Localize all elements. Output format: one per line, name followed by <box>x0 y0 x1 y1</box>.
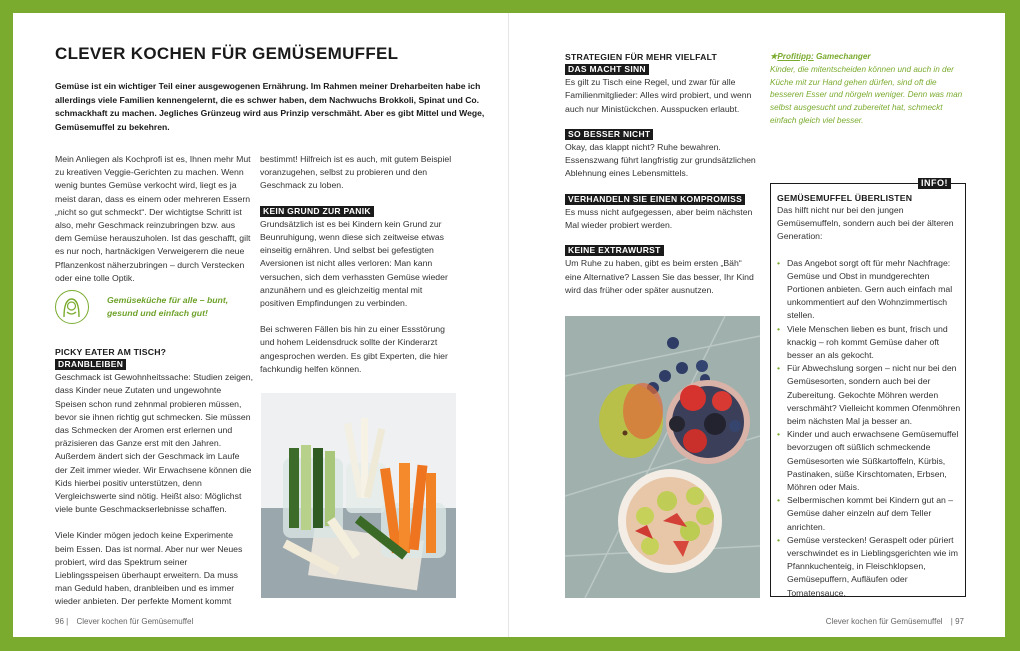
running-title: Clever kochen für Gemüsemuffel <box>76 617 194 626</box>
paragraph: Geschmack ist Gewohnheitssache: Studien zeigen, dass Kinder neue Zutaten und ungewohnte Speisen schon rund zehnmal probieren müssen, bevor sie ihnen richtig gut schmecken. Sie müssen das Schmecken der Aromen erst erlernen und präzisieren das Ganze erst mit den Jahren. Außerdem ändert sich der Geschmack im Laufe der Zeit immer wieder. Wir Erwachsene können die Kids hierbei positiv unterstützen, denn Vergleichswerte sind nötig. Heißt also: Möglichst viele bunte Geschmackserlebnisse schaffen. <box>55 372 253 515</box>
list-item: • Kinder und auch erwachsene Gemüsemuffel bevorzugen oft süßlich schmeckende Gemüsesorten wie Süßkartoffeln, Kürbis, Pastinaken, süße Kirschtomaten, Erbsen, Möhren oder Mais. <box>777 428 961 494</box>
page-number: 96 | <box>55 617 69 626</box>
info-box-title: GEMÜSEMUFFEL ÜBERLISTEN <box>777 193 913 203</box>
footer-right <box>826 617 964 626</box>
section-label: DRANBLEIBEN <box>55 359 126 370</box>
info-box-intro: Das hilft nicht nur bei den jungen Gemüsemuffeln, sondern auch bei der älteren Generation: <box>777 205 954 242</box>
left-column-2 <box>260 153 458 376</box>
info-box <box>770 178 966 598</box>
running-title: Clever kochen für Gemüsemuffel <box>825 617 943 626</box>
block-label: KEINE EXTRAWURST <box>565 245 664 256</box>
pro-tip-title: Gamechanger <box>813 52 871 61</box>
block-label: SO BESSER NICHT <box>565 129 653 140</box>
block-label: DAS MACHT SINN <box>565 64 649 75</box>
left-column-1 <box>55 153 252 285</box>
list-item: • Selbermischen kommt bei Kindern gut an – Gemüse daher einzeln auf dem Teller anrichten. <box>777 494 961 534</box>
vegetable-sticks-photo <box>261 393 456 598</box>
paragraph: Es muss nicht aufgegessen, aber beim nächsten Mal wieder probiert werden. <box>565 206 753 231</box>
paragraph: Um Ruhe zu haben, gibt es beim ersten „Bäh“ eine Alternative? Lassen Sie das besser, Ihr Kind wird das früher oder später ausnutzen. <box>565 258 754 295</box>
paragraph: Grundsätzlich ist es bei Kindern kein Grund zur Beunruhigung, wenn diese sich zeitweise etwas einseitig ernähren. Und selbst bei gefestigten Aversionen ist nicht alles verloren: Man kann versuchen, sich dem verhassten Gemüse wieder anzunähern und es gleichzeitig mental mit positiven Empfindungen zu verbinden. <box>260 218 448 309</box>
pro-tip-label: Profitipp: <box>777 52 814 61</box>
section-heading: PICKY EATER AM TISCH? <box>55 347 167 357</box>
chef-portrait-icon <box>55 290 89 324</box>
section-label: KEIN GRUND ZUR PANIK <box>260 206 374 217</box>
list-item: • Gemüse verstecken! Geraspelt oder püriert verschwindet es in Lieblingsgerichten wie im Pfannkuchenteig, in Fleischklopsen, Gemüsepuffern, Aufläufen oder Tomatensauce. <box>777 534 961 600</box>
paragraph: Okay, das klappt nicht? Ruhe bewahren. Essenszwang führt langfristig zur grundsätzlichen Ablehnung eines Lebensmittels. <box>565 142 756 179</box>
quote-callout <box>55 290 255 330</box>
left-column-1-section <box>55 346 253 609</box>
footer-left <box>55 617 193 626</box>
paragraph: Mein Anliegen als Kochprofi ist es, Ihnen mehr Mut zu kreativen Veggie-Gerichten zu machen. Wenn wenig buntes Gemüse verkocht wird, liegt es ja meist daran, dass es einem oder mehreren Essern „nicht so gut schmeckt“. Der wichtigtse Schritt ist also, mehr Geschmack reinzubringen bzw. aus dem Gemüse herauszuholen. Ist das geschafft, gilt es nur noch, hartnäckigen Verweigerern die neue Pflanzenkost näherzubringen – durch Verstecken oder eine tolle Optik. <box>55 154 251 283</box>
right-column-1 <box>565 51 760 297</box>
paragraph: Viele Kinder mögen jedoch keine Experimente beim Essen. Das ist normal. Aber nur wer Neues probiert, wird das Spektrum seiner Lieblingsspeisen überhaupt erweitern. Da muss man Geduld haben, dranbleiben und es immer wieder anbieten. Der perfekte Moment kommt <box>55 530 243 607</box>
intro-paragraph: Gemüse ist ein wichtiger Teil einer ausgewogenen Ernährung. Im Rahmen meiner Dreharbeiten habe ich allerdings viele Familien kennengelernt, die es schwer haben, dem Nachwuchs Brokkoli, Spinat und Co. schmackhaft zu machen. Jegliches Grünzeug wird aus Prinzip verschmäht. Aber es gibt Mittel und Wege, Gemüsemuffel zu bekehren. <box>55 81 485 132</box>
paragraph: Bei schweren Fällen bis hin zu einer Essstörung und hohem Leidensdruck sollte der Kinderarzt angesprochen werden. Es gibt Experten, die hier fachkundig helfen können. <box>260 324 448 374</box>
block-label: VERHANDELN SIE EINEN KOMPROMISS <box>565 194 745 205</box>
list-item: • Das Angebot sorgt oft für mehr Nachfrage: Gemüse und Obst in mundgerechten Portionen anbieten. Gern auch einfach mal unkommentiert auf den Wohnzimmertisch stellen. <box>777 257 961 323</box>
star-icon: ★ <box>770 52 778 61</box>
gutter-divider <box>508 13 509 637</box>
list-item: • Viele Menschen lieben es bunt, frisch und knackig – roh kommt Gemüse daher oft besser an als gekocht. <box>777 323 961 363</box>
paragraph: Es gilt zu Tisch eine Regel, und zwar für alle Familienmitglieder: Alles wird probiert, und wenn auch nur Ministückchen. Ausspucken erlaubt. <box>565 77 752 114</box>
page-title: CLEVER KOCHEN FÜR GEMÜSEMUFFEL <box>55 44 399 63</box>
info-box-list <box>777 257 961 600</box>
pro-tip-box <box>770 51 970 128</box>
fruit-bowls-photo <box>565 316 760 598</box>
list-item: • Für Abwechslung sorgen – nicht nur bei den Gemüsesorten, sondern auch bei der Zubereitung. Gekochte Möhren werden verschmäht? Vielleicht kommen Ofenmöhren beim nächsten Mal ja besser an. <box>777 362 961 428</box>
section-heading: STRATEGIEN FÜR MEHR VIELFALT <box>565 52 717 62</box>
info-box-content <box>777 192 961 600</box>
pro-tip-heading <box>770 51 970 64</box>
paragraph: bestimmt! Hilfreich ist es auch, mit gutem Beispiel voranzugehen, selbst zu probieren und den Geschmack zu loben. <box>260 154 452 191</box>
page-number: | 97 <box>950 617 964 626</box>
quote-text: Gemüseküche für alle – bunt, gesund und einfach gut! <box>107 295 229 318</box>
pro-tip-text: Kinder, die mitentscheiden können und auch in der Küche mit zur Hand gehen dürfen, sind oft die besseren Esser und nörgeln weniger. Denn was man selbst ausgesucht und zubereitet hat, schmeckt einfach gleich viel besser. <box>770 64 963 125</box>
info-badge: INFO! <box>918 178 951 189</box>
